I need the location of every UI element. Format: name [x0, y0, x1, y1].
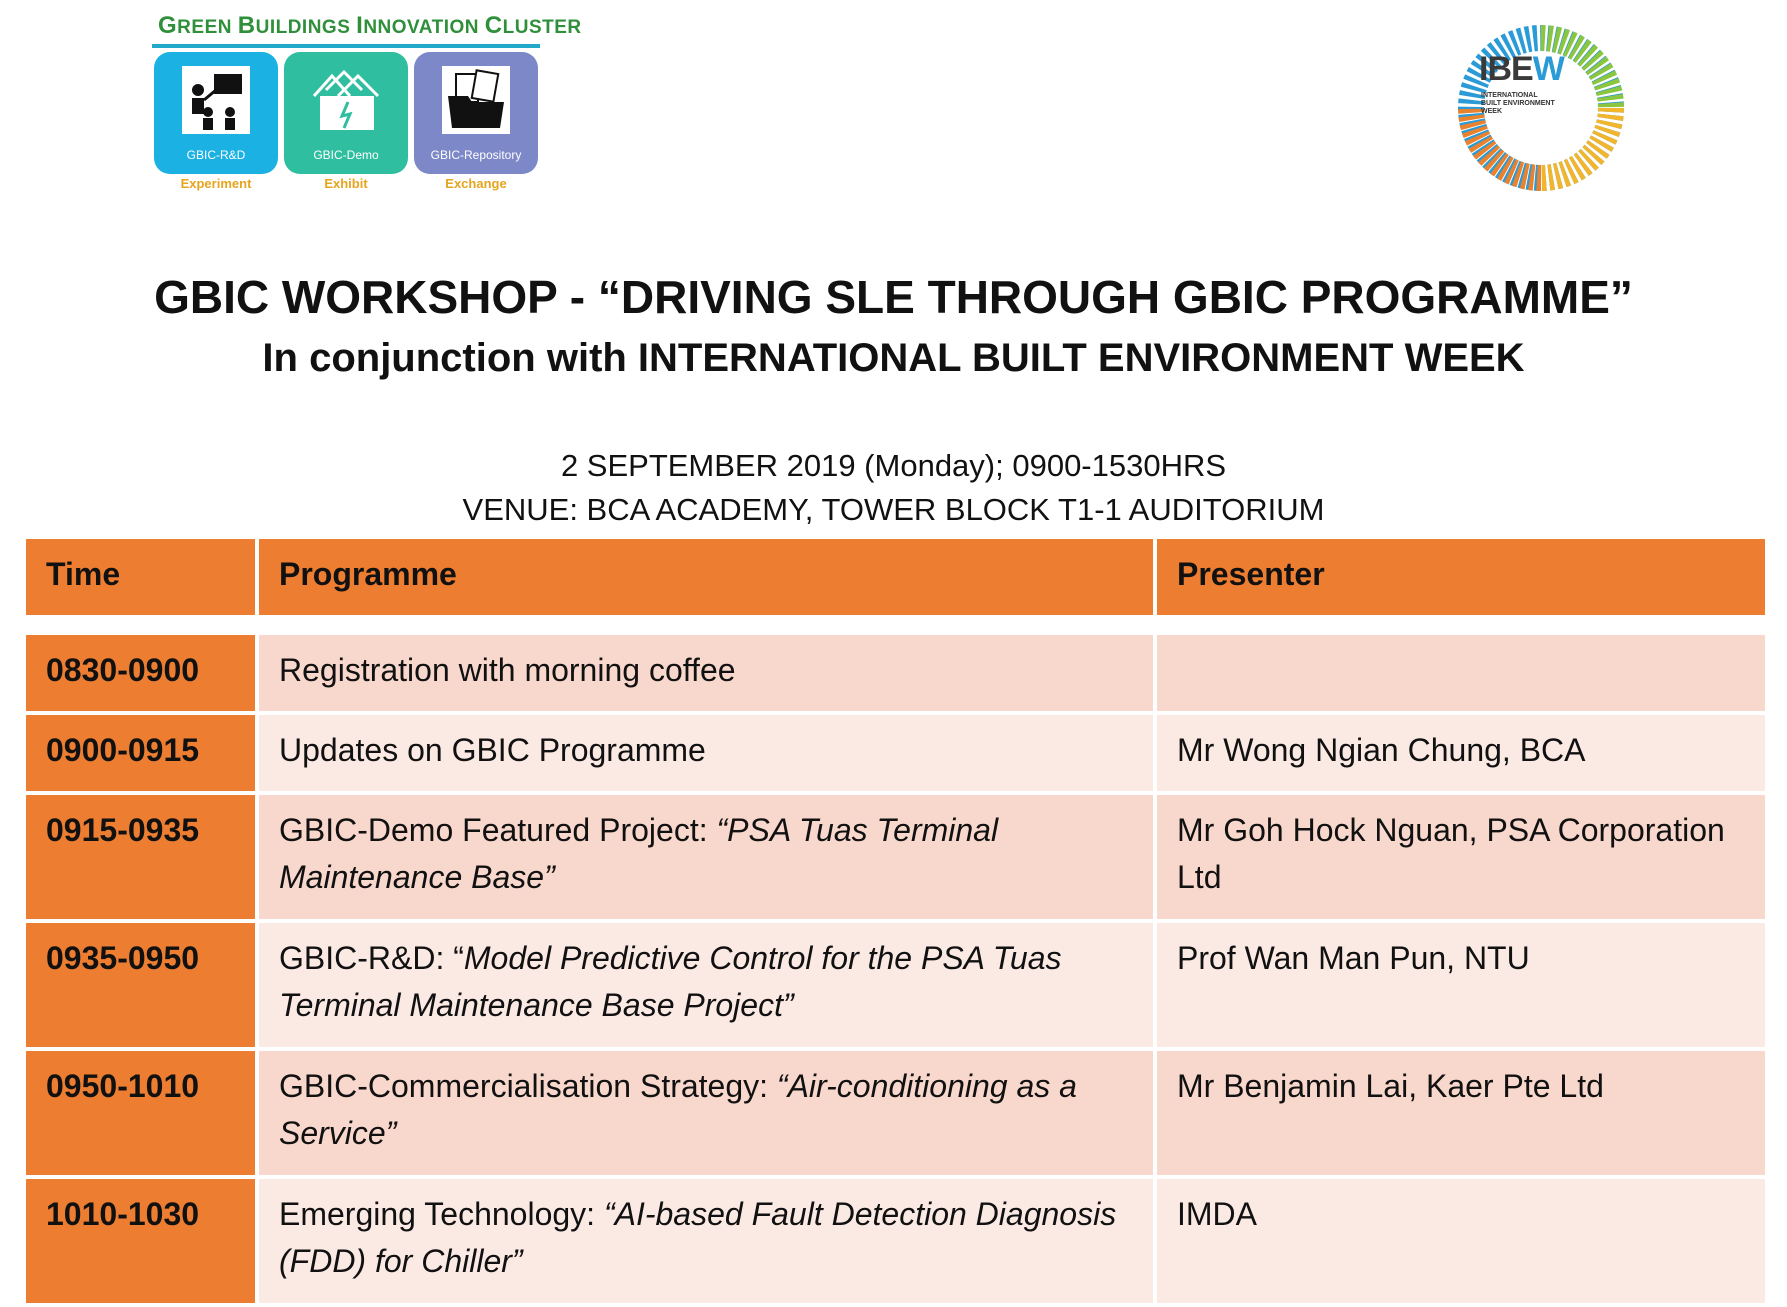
programme-table	[22, 535, 1769, 1307]
row-presenter: Prof Wan Man Pun, NTU	[1157, 923, 1765, 1047]
table-row	[26, 715, 1765, 791]
table-row	[26, 635, 1765, 711]
row-time: 1010-1030	[26, 1179, 255, 1303]
table-row	[26, 923, 1765, 1047]
table-header-row	[26, 539, 1765, 615]
row-programme: Updates on GBIC Programme	[259, 715, 1153, 791]
ibew-logo	[1455, 22, 1627, 194]
row-programme: GBIC-R&D: “Model Predictive Control for the PSA Tuas Terminal Maintenance Base Project”	[259, 923, 1153, 1047]
header-presenter: Presenter	[1157, 539, 1765, 615]
row-time: 0830-0900	[26, 635, 255, 711]
row-presenter: Mr Benjamin Lai, Kaer Pte Ltd	[1157, 1051, 1765, 1175]
table-row	[26, 1051, 1765, 1175]
row-programme: GBIC-Commercialisation Strategy: “Air-conditioning as a Service”	[259, 1051, 1153, 1175]
row-time: 0935-0950	[26, 923, 255, 1047]
row-presenter	[1157, 635, 1765, 711]
header-time: Time	[26, 539, 255, 615]
table-row	[26, 795, 1765, 919]
gbic-logo	[152, 10, 582, 198]
row-programme: Emerging Technology: “AI-based Fault Detection Diagnosis (FDD) for Chiller”	[259, 1179, 1153, 1303]
table-row	[26, 1179, 1765, 1303]
houses-icon	[312, 66, 380, 134]
gbic-demo-tile: GBIC-Demo Exhibit	[284, 52, 408, 174]
event-venue: VENUE: BCA ACADEMY, TOWER BLOCK T1-1 AUDITORIUM	[462, 492, 1325, 527]
gbic-cluster-title: GREEN BUILDINGS INNOVATION CLUSTER	[158, 12, 582, 39]
row-programme: GBIC-Demo Featured Project: “PSA Tuas Terminal Maintenance Base”	[259, 795, 1153, 919]
gbic-repository-tile: GBIC-Repository Exchange	[414, 52, 538, 174]
row-time: 0900-0915	[26, 715, 255, 791]
row-programme: Registration with morning coffee	[259, 635, 1153, 711]
ibew-wordmark: IBEW	[1479, 50, 1564, 88]
event-date: 2 SEPTEMBER 2019 (Monday); 0900-1530HRS	[560, 448, 1227, 483]
presentation-icon	[182, 66, 250, 134]
folder-icon	[442, 66, 510, 134]
row-presenter: Mr Wong Ngian Chung, BCA	[1157, 715, 1765, 791]
gbic-divider	[152, 44, 540, 48]
row-presenter: Mr Goh Hock Nguan, PSA Corporation Ltd	[1157, 795, 1765, 919]
header-programme: Programme	[259, 539, 1153, 615]
row-time: 0950-1010	[26, 1051, 255, 1175]
ibew-tagline: INTERNATIONAL BUILT ENVIRONMENT WEEK	[1481, 92, 1555, 115]
page-title: GBIC WORKSHOP - “DRIVING SLE THROUGH GBIC PROGRAMME”	[154, 271, 1633, 323]
row-time: 0915-0935	[26, 795, 255, 919]
page-subtitle: In conjunction with INTERNATIONAL BUILT ENVIRONMENT WEEK	[262, 336, 1525, 380]
row-presenter: IMDA	[1157, 1179, 1765, 1303]
gbic-rd-tile: GBIC-R&D Experiment	[154, 52, 278, 174]
